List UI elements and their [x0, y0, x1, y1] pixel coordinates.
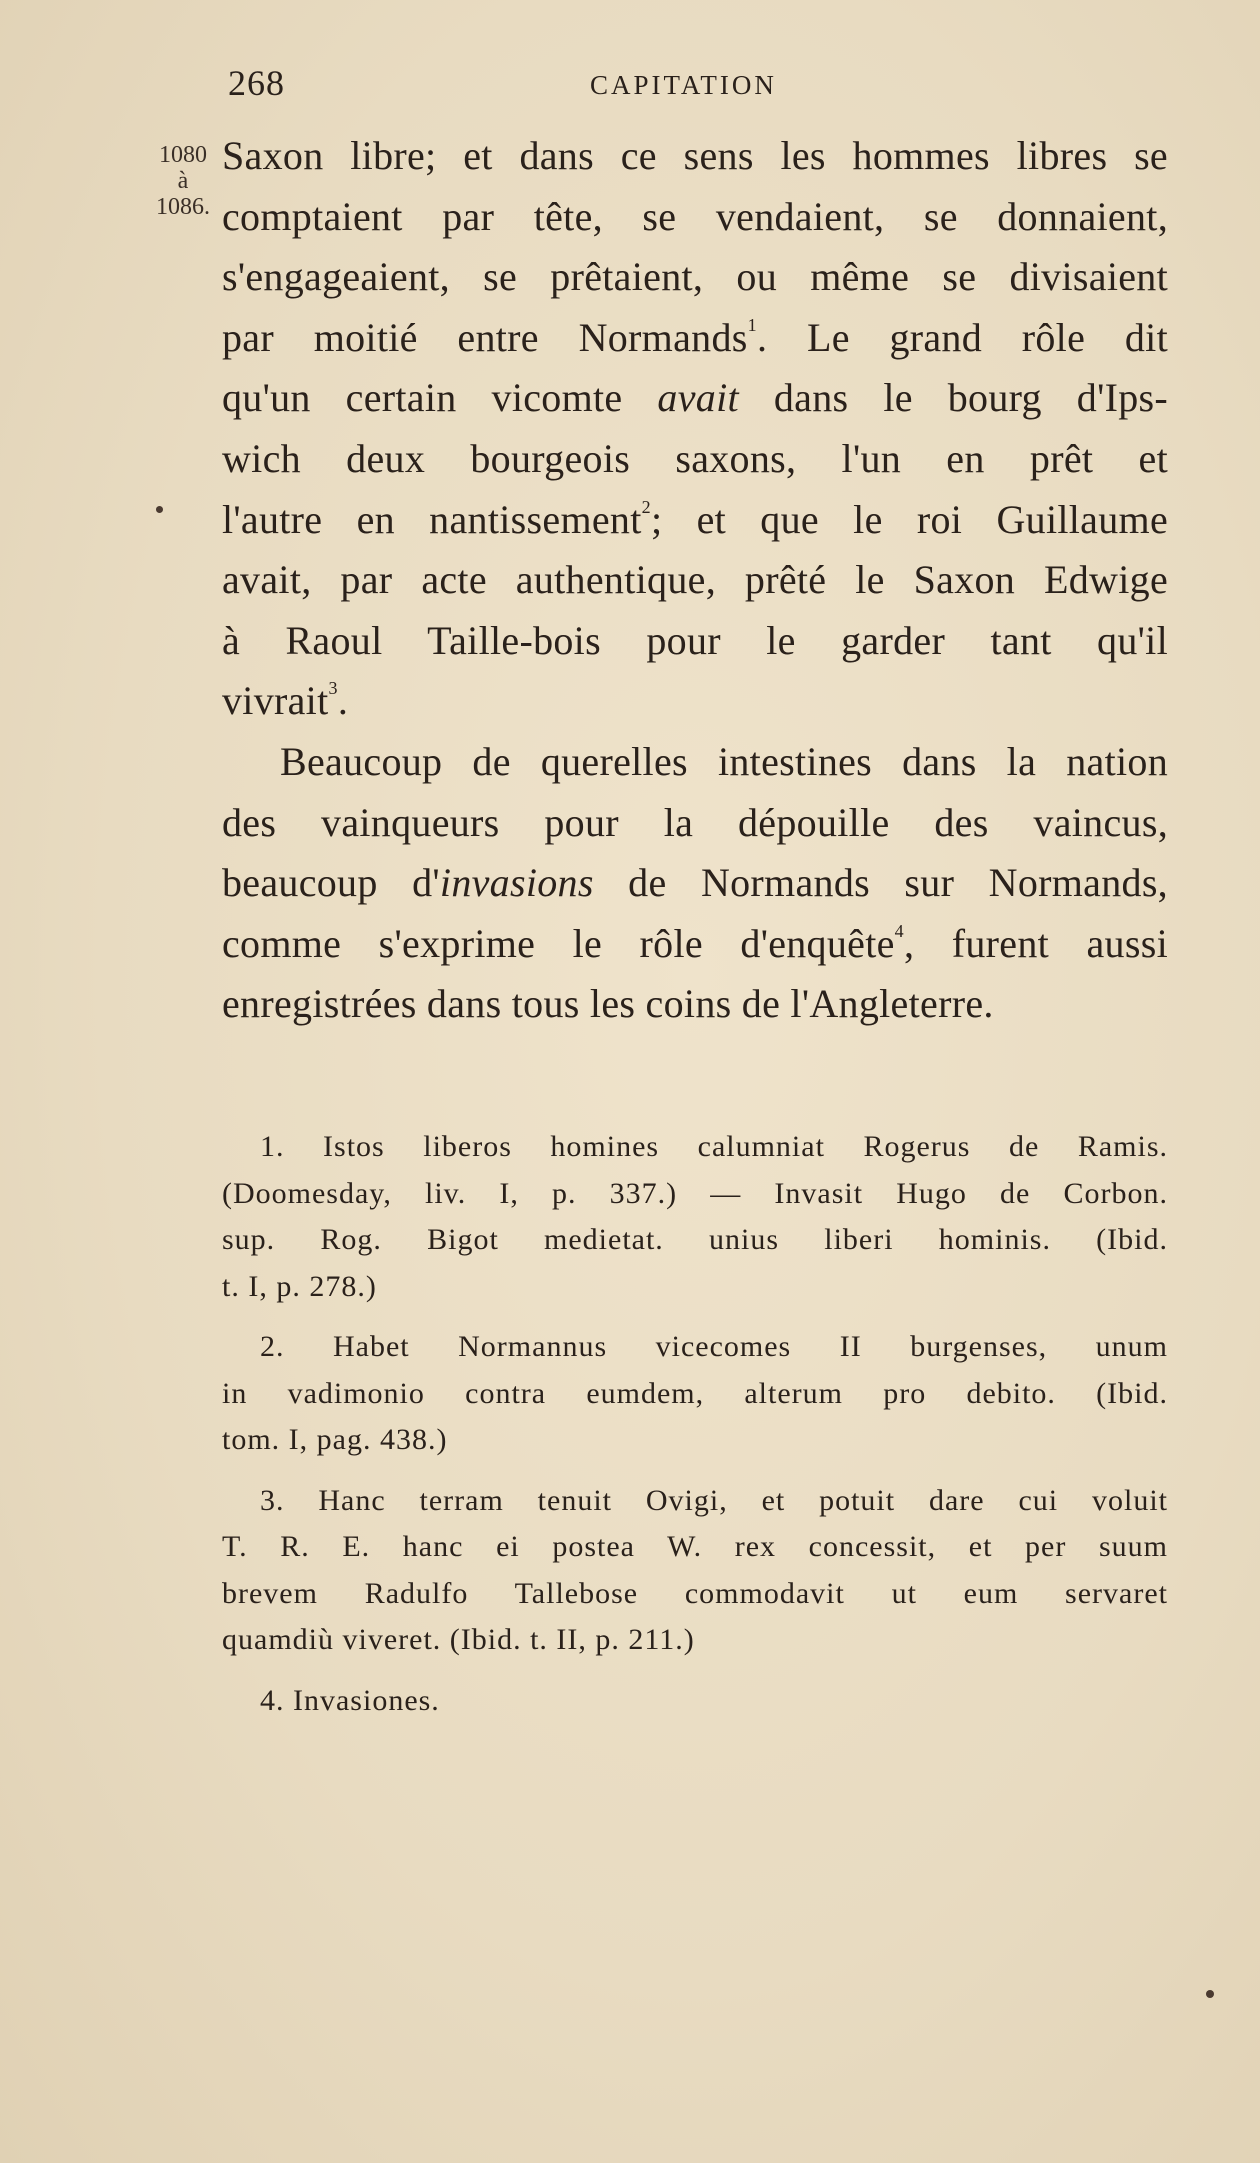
footnote-2-line: 2. Habet Normannus vicecomes II burgenses, unum	[260, 1330, 1168, 1363]
text-segment: vivrait	[222, 678, 329, 724]
footnote-ref-3: 3	[328, 678, 338, 699]
text-line: des vainqueurs pour la dépouille des vaincus,	[222, 799, 1168, 845]
footnote-1-line: (Doomesday, liv. I, p. 337.) — Invasit Hugo de Corbon.	[222, 1176, 1168, 1210]
text-line: s'engageaient, se prêtaient, ou même se divisaient	[222, 254, 1168, 300]
margin-date-from: 1080	[159, 142, 207, 168]
footnote-1-line: 1. Istos liberos homines calumniat Rogerus de Ramis.	[260, 1130, 1168, 1163]
footnote-ref-1: 1	[747, 314, 757, 335]
text-line	[222, 671, 1168, 732]
footnote-2-line: tom. I, pag. 438.)	[222, 1423, 448, 1456]
text-segment: par moitié entre Normands	[222, 314, 748, 360]
text-segment: ; et que le roi Guillaume	[650, 496, 1169, 542]
text-segment: de Normands sur Normands,	[593, 860, 1168, 906]
footnote-4-line: 4. Invasiones.	[260, 1683, 440, 1717]
footnote-gap	[222, 1310, 1168, 1324]
footnote-1-line: t. I, p. 278.)	[222, 1269, 377, 1303]
paper-speck	[156, 506, 163, 513]
footnote-1-line: sup. Rog. Bigot medietat. unius liberi hominis. (Ibid.	[222, 1223, 1168, 1256]
text-line: wich deux bourgeois saxons, l'un en prêt et	[222, 435, 1168, 481]
italic-word: avait	[657, 375, 739, 421]
text-line: comptaient par tête, se vendaient, se donnaient,	[222, 193, 1168, 239]
text-segment: dans le bourg d'Ips-	[738, 375, 1169, 421]
footnote-3-line: 3. Hanc terram tenuit Ovigi, et potuit dare cui voluit	[260, 1483, 1168, 1517]
text-segment: . Le grand rôle dit	[756, 314, 1168, 360]
footnotes	[222, 1124, 1168, 1724]
text-line: Beaucoup de querelles intestines dans la nation	[280, 738, 1168, 784]
body-text	[222, 126, 1168, 1035]
text-line: Saxon libre; et dans ce sens les hommes libres se	[222, 133, 1168, 178]
footnote-gap	[222, 1464, 1168, 1478]
text-segment: comme s'exprime le rôle d'enquête	[222, 920, 895, 966]
footnote-3-line: quamdiù viveret. (Ibid. t. II, p. 211.)	[222, 1623, 695, 1656]
text-line: à Raoul Taille-bois pour le garder tant qu'il	[222, 617, 1168, 663]
text-line	[222, 853, 1168, 914]
text-line	[222, 490, 1168, 551]
text-segment: .	[337, 678, 349, 724]
text-line: avait, par acte authentique, prêté le Saxon Edwige	[222, 557, 1168, 603]
text-segment: beaucoup d'	[222, 860, 440, 906]
text-segment: qu'un certain vicomte	[222, 375, 658, 421]
text-line	[222, 308, 1168, 369]
italic-word: invasions	[439, 860, 594, 906]
page-number: 268	[228, 63, 285, 103]
footnote-3-line: T. R. E. hanc ei postea W. rex concessit, et per suum	[222, 1530, 1168, 1563]
footnote-2-line: in vadimonio contra eumdem, alterum pro debito. (Ibid.	[222, 1376, 1168, 1410]
margin-date-range	[150, 140, 216, 222]
text-segment: l'autre en nantissement	[222, 496, 642, 542]
margin-date-to: 1086.	[156, 194, 210, 220]
footnote-ref-2: 2	[641, 496, 651, 517]
running-head: CAPITATION	[590, 70, 777, 100]
text-line	[222, 914, 1168, 975]
margin-date-sep: à	[177, 168, 189, 194]
text-line	[222, 368, 1168, 429]
text-line: enregistrées dans tous les coins de l'Angleterre.	[222, 981, 994, 1027]
footnote-3-line: brevem Radulfo Tallebose commodavit ut eum servaret	[222, 1576, 1168, 1610]
footnote-ref-4: 4	[894, 920, 904, 941]
page-header	[218, 58, 1038, 108]
footnote-gap	[222, 1664, 1168, 1678]
paper-speck	[1206, 1990, 1214, 1998]
text-segment: , furent aussi	[903, 920, 1168, 966]
